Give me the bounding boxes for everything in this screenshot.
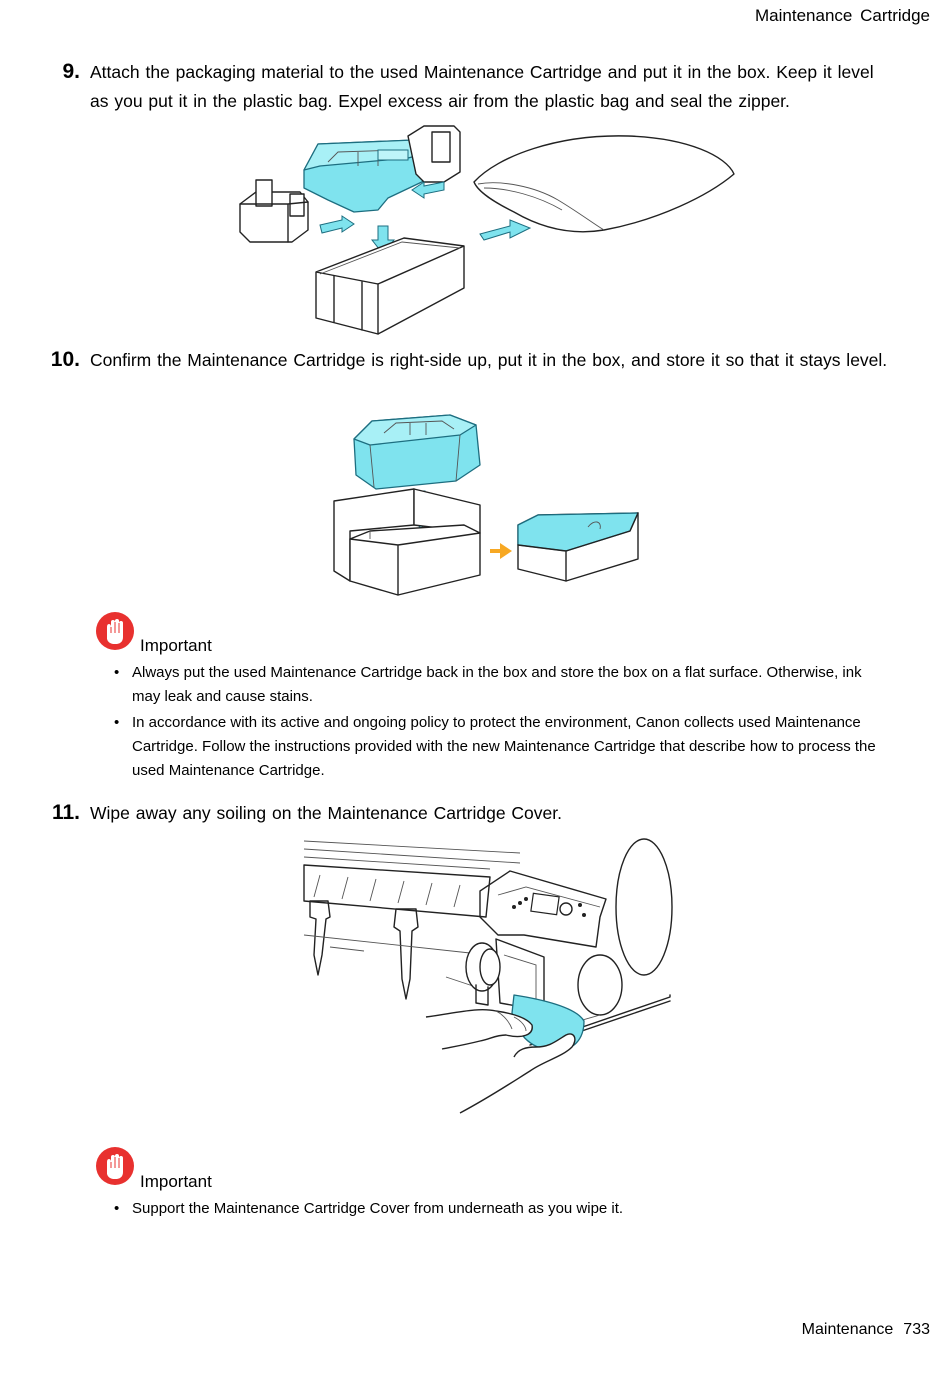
closed-box-shape <box>518 513 638 581</box>
footer-chapter: Maintenance <box>801 1321 894 1338</box>
note-title-2: Important <box>140 1172 212 1191</box>
step-number-11: 11. <box>51 801 80 824</box>
right-packing-block-shape <box>408 126 460 182</box>
arrow-right-small-shape <box>320 216 354 233</box>
bullet-glyph: • <box>114 1200 120 1217</box>
page-number: 733 <box>903 1321 930 1338</box>
step9-illustration <box>238 122 738 340</box>
step11-illustration <box>300 835 680 1135</box>
box-tray-shape <box>316 238 464 334</box>
left-packing-block-shape <box>240 180 308 242</box>
important-hand-icon <box>95 1146 135 1186</box>
note-bullet <box>112 711 882 783</box>
bullet-text: In accordance with its active and ongoing policy to protect the environment, Canon collects used Maintenance Cartridge. Follow the instructions provided with the new Maintenance Cartridge that describe how to process the used Maintenance Cartridge. <box>132 714 876 779</box>
note-bullet <box>112 1197 882 1221</box>
bullet-glyph: • <box>114 714 120 731</box>
cartridge-upright-shape <box>354 415 480 489</box>
step-text-9: Attach the packaging material to the used Maintenance Cartridge and put it in the box. Keep it level as you put it in the plastic bag. Expel excess air from the plastic bag and seal the zipper. <box>90 62 874 111</box>
bullet-text: Always put the used Maintenance Cartridge back in the box and store the box on a flat surface. Otherwise, ink may leak and cause stains. <box>132 664 862 705</box>
note-bullet <box>112 661 882 709</box>
step-number-10: 10. <box>50 348 80 371</box>
arrow-orange-shape <box>490 543 512 559</box>
step-number-9: 9. <box>62 60 80 83</box>
running-header: Maintenance Cartridge <box>755 6 930 25</box>
running-footer <box>802 1321 930 1339</box>
bullet-glyph: • <box>114 664 120 681</box>
note-title-1: Important <box>140 636 212 655</box>
step-text-11: Wipe away any soiling on the Maintenance Cartridge Cover. <box>90 803 562 823</box>
open-box-shape <box>334 489 480 595</box>
note-bullets-2 <box>112 1197 882 1223</box>
step10-illustration <box>330 405 650 600</box>
important-hand-icon <box>95 611 135 651</box>
bullet-text: Support the Maintenance Cartridge Cover from underneath as you wipe it. <box>132 1200 624 1217</box>
step-text-10: Confirm the Maintenance Cartridge is right-side up, put it in the box, and store it so that it stays level. <box>90 350 888 370</box>
arrow-right-large-shape <box>480 220 530 240</box>
note-bullets-1 <box>112 661 882 785</box>
plastic-bag-shape <box>474 136 734 232</box>
